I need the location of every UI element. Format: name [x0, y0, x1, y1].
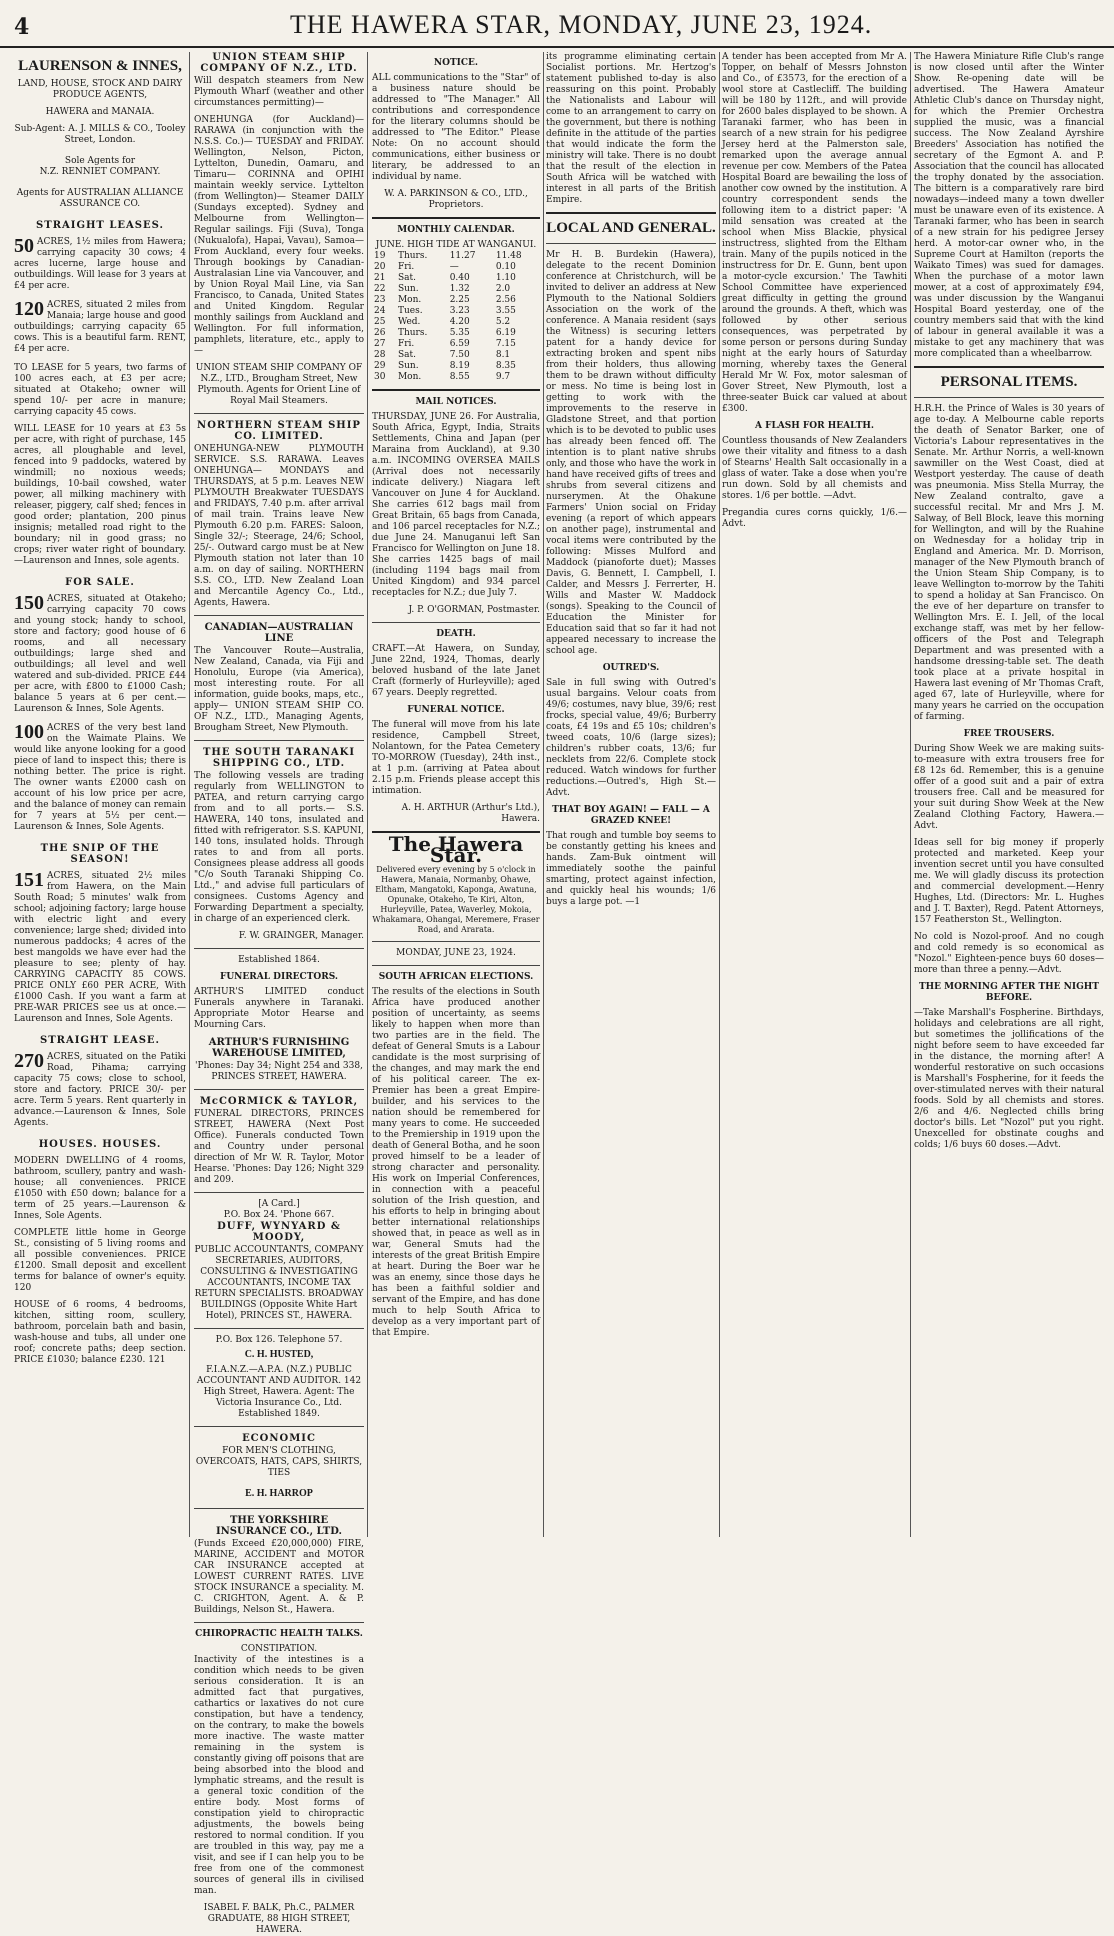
tide-cell: — [449, 262, 459, 272]
divider [914, 366, 1104, 368]
tide-cell: Sun. [397, 361, 419, 371]
free-trousers-heading: FREE TROUSERS. [963, 729, 1055, 739]
divider [194, 1622, 364, 1623]
tide-cell: 1.32 [449, 284, 470, 294]
tide-row [372, 295, 540, 306]
mail-heading: MAIL NOTICES. [415, 397, 497, 407]
tide-row [372, 317, 540, 328]
divider [372, 941, 540, 942]
firm-place: HAWERA and MANAIA. [45, 107, 155, 117]
ad-text: ONEHUNGA-NEW PLYMOUTH SERVICE. S.S. RARAWA. Leaves ONEHUNGA— MONDAYS and THURSDAYS, at 5 p.m. Leaves NEW PLYMOUTH Breakwater TUESDAYS and FRIDAYS, 7.40 p.m. after arrival of mail train. Trains leave New Plymouth 6.20 p.m. FARES: Saloon, Single 32/-; Steerage, 24/6; School, 25/-. Outward cargo must be at New Plymouth station not later than 10 a.m. on day of sailing. NORTHERN S.S. CO., LTD. New Zealand Loan and Mercantile Agency Co., Ltd., Agents, Hawera. [194, 444, 364, 608]
classified-ad: 100 ACRES of the very best land on the Waimate Plains. We would like anyone looking for a good piece of land to inspect this; there is nothing better. The price is right. The owner wants £2000 cash on account of his low price per acre, and the balance of money can remain for 7 years at 5½ per cent.—Laurenson & Innes, Sole Agents. [14, 721, 186, 832]
ad-text: PUBLIC ACCOUNTANTS, COMPANY SECRETARIES, AUDITORS, CONSULTING & INVESTIGATING ACCOUNTANTS, INCOME TAX RETURN SPECIALISTS. BROADWAY BUILDINGS (Opposite White Hart Hotel), PRINCES ST., HAWERA. [194, 1245, 364, 1321]
divider [194, 740, 364, 741]
tide-cell: 28 [374, 350, 386, 360]
issue-date: MONDAY, JUNE 23, 1924. [396, 948, 516, 958]
column-5 [722, 52, 907, 1537]
section-heading: CHIROPRACTIC HEALTH TALKS. [195, 1629, 363, 1639]
tide-cell: 8.35 [495, 361, 516, 371]
tide-cell: 11.27 [449, 251, 476, 261]
notice-heading: NOTICE. [433, 58, 479, 68]
tide-cell: Sat. [397, 350, 416, 360]
editorial-text: its programme eliminating certain Socialist portions. Mr. Hertzog's statement published to-day is also reassuring on this point. Probably the Nationalists and Labour will come to an arrangement to carry on the government, but there is nothing definite in the attitude of the parties that would indicate the form the ministry will take. There is no doubt that the result of the election in South Africa will be watched with interest in all parts of the British Empire. [546, 52, 716, 205]
tide-cell: 22 [374, 284, 386, 294]
divider [372, 622, 540, 623]
tide-cell: 0.40 [449, 273, 470, 283]
ad-text: 'Phones: Day 34; Night 254 and 338, PRINCES STREET, HAWERA. [195, 1061, 363, 1082]
calendar-subheading: JUNE. HIGH TIDE AT WANGANUI. [375, 240, 537, 250]
divider [194, 1426, 364, 1427]
company-name: CANADIAN—AUSTRALIAN LINE [204, 622, 354, 644]
tide-cell: Mon. [397, 372, 422, 382]
snip-heading: THE SNIP OF THE SEASON! [40, 843, 160, 865]
section-heading: FOR SALE. [65, 577, 135, 588]
postmaster: J. P. O'GORMAN, Postmaster. [408, 605, 540, 615]
company-name: NORTHERN STEAM SHIP CO. LIMITED. [197, 420, 361, 442]
tide-cell: 8.19 [449, 361, 470, 371]
ad-text: UNION STEAM SHIP COMPANY OF N.Z., LTD., Brougham Street, New Plymouth. Agents for Orient Line of Royal Mail Steamers. [195, 363, 363, 406]
tide-cell: Tues. [397, 306, 423, 316]
tide-cell: Fri. [397, 262, 415, 272]
divider [194, 413, 364, 414]
tide-cell: 30 [374, 372, 386, 382]
free-trousers-ad: During Show Week we are making suits-to-measure with extra trousers free for £8 12s 6d. Remember, this is a genuine offer of a good suit and a pair of extra trousers free. Call and be measured for your suit during Show Week at the New Zealand Clothing Factory, Hawera.—Advt. [914, 744, 1104, 831]
ad-text: F.I.A.N.Z.—A.P.A. (N.Z.) PUBLIC ACCOUNTANT AND AUDITOR. 142 High Street, Hawera. Agent: The Victoria Insurance Co., Ltd. Established 1849. [196, 1365, 362, 1419]
ad-text: (Funds Exceed £20,000,000) FIRE, MARINE, ACCIDENT and MOTOR CAR INSURANCE accepted at LOWEST CURRENT RATES. LIVE STOCK INSURANCE a speciality. M. C. CRIGHTON, Agent. A. & P. Buildings, Nelson St., Hawera. [194, 1539, 364, 1615]
company-name: C. H. HUSTED, [244, 1349, 314, 1360]
outred-heading: OUTRED'S. [602, 663, 660, 673]
column-rule [189, 52, 190, 1537]
column-2 [194, 52, 364, 1935]
tide-cell: 27 [374, 339, 386, 349]
divider [546, 212, 716, 214]
company-name: THE SOUTH TARANAKI SHIPPING CO., LTD. [202, 747, 355, 769]
column-rule [367, 52, 368, 1537]
assurance-agents: Agents for AUSTRALIAN ALLIANCE ASSURANCE CO. [16, 188, 184, 209]
ad-text: The Vancouver Route—Australia, New Zealand, Canada, via Fiji and Honolulu, Europe (via America), most interesting route. For all information, guide books, maps, etc., apply— UNION STEAM SHIP CO. OF N.Z., LTD., Managing Agents, Brougham Street, New Plymouth. [194, 646, 364, 733]
sub-agent: Sub-Agent: A. J. MILLS & CO., Tooley Street, London. [14, 124, 186, 145]
ad-text: ARTHUR'S LIMITED conduct Funerals anywhere in Taranaki. Appropriate Motor Hearse and Mourning Cars. [194, 987, 364, 1030]
funeral-heading: FUNERAL DIRECTORS. [219, 972, 339, 982]
morning-ad: —Take Marshall's Fospherine. Birthdays, holidays and celebrations are all right, but sometimes the jollifications of the night before seem to have exceeded far in the distance, the morning after! A wonderful restorative on such occasions is Marshall's Fospherine, for it feeds the over-stimulated nerves with their natural foods. Sold by all chemists and stores. 2/6 and 4/6. Neglected chills bring doctor's bills. Let "Nozol" put you right. Unexcelled for obstinate coughs and colds; 1/6 buys 60 doses.—Advt. [914, 1008, 1104, 1150]
ad-signature: ISABEL F. BALK, Ph.C., PALMER GRADUATE, 88 HIGH STREET, HAWERA. [203, 1903, 355, 1935]
mail-text: THURSDAY, JUNE 26. For Australia, South Africa, Egypt, India, Straits Settlements, China and Japan (per Maraina from Auckland), at 9.30 a.m. INCOMING OVERSEA MAILS (Arrival does not necessarily indicate delivery.) Niagara left Vancouver on June 4 for Auckland. She carries 612 bags mail from Great Britain, 65 bags from Canada, and 106 parcel receptacles for N.Z.; due June 24. Manuganui left San Francisco for Wellington on June 18. She carries 1425 bags of mail (including 1194 bags mail from United Kingdom) and 934 parcel receptacles for N.Z.; due July 7. [372, 412, 540, 598]
classified-ad: 120 ACRES, situated 2 miles from Manaia; large house and good outbuildings; carrying capacity 65 cows. This is a beautiful farm. RENT, £4 per acre. [14, 298, 186, 354]
tide-cell: 7.50 [449, 350, 470, 360]
pregandia-ad: Pregandia cures corns quickly, 1/6.—Advt. [722, 508, 907, 529]
tide-cell: 5.2 [495, 317, 511, 327]
company-name: ARTHUR'S FURNISHING WAREHOUSE LIMITED, [208, 1037, 350, 1059]
tide-cell: 19 [374, 251, 386, 261]
tide-cell: 7.15 [495, 339, 516, 349]
classified-ad: 270 ACRES, situated on the Patiki Road, Pihama; carrying capacity 75 cows; close to school, store and factory. PRICE 30/- per acre. Term 5 years. Rent quarterly in advance.—Laurenson & Innes, Sole Agents. [14, 1050, 186, 1128]
tide-cell: 3.55 [495, 306, 516, 316]
ad-text: FUNERAL DIRECTORS, PRINCES STREET, HAWERA (Next Post Office). Funerals conducted Town and Country under personal direction of Mr W. R. Taylor, Motor Hearse. 'Phones: Day 126; Night 329 and 209. [194, 1109, 364, 1185]
classified-ad: WILL LEASE for 10 years at £3 5s per acre, with right of purchase, 145 acres, all ploughable and level, fenced into 9 paddocks, watered by windmill; no noxious weeds; buildings, 10-bail cowshed, water power, all milking machinery with releaser, piggery, calf shed; fences in good order; plantation, 200 pinus insignis; metalled road right to the boundary; nil in good grass; no crops; river water right of boundary.—Laurenson and Innes, sole agents. [14, 424, 186, 566]
death-text: CRAFT.—At Hawera, on Sunday, June 22nd, 1924, Thomas, dearly beloved husband of the late Janet Craft (formerly of Hurleyville); aged 67 years. Deeply regretted. [372, 644, 540, 698]
star-nameplate: The Hawera Star. [388, 832, 524, 867]
tide-cell: 1.10 [495, 273, 516, 283]
divider [372, 389, 540, 391]
tide-cell: Thurs. [397, 328, 428, 338]
nozol-ad: No cold is Nozol-proof. And no cough and cold remedy is so economical as "Nozol." Eighteen-pence buys 60 doses—more than three a penny.—Advt. [914, 932, 1104, 975]
divider [194, 1192, 364, 1193]
tide-cell: Wed. [397, 317, 421, 327]
local-general-heading: LOCAL AND GENERAL. [546, 220, 716, 236]
outred-ad: Sale in full swing with Outred's usual bargains. Velour coats from 49/6; costumes, navy blue, 39/6; rest frocks, special value, 49/6; Burberry coats, £4 19s and £5 10s; children's tweed coats, 10/6 (large sizes); children's rubber coats, 13/6; fur necklets from 22/6. Complete stock reduced. Watch windows for further reductions.—Outred's, High St.—Advt. [546, 678, 716, 798]
masthead [0, 0, 1114, 48]
divider [546, 243, 716, 244]
tide-cell: 9.7 [495, 372, 511, 382]
section-heading: STRAIGHT LEASES. [36, 220, 164, 231]
tide-cell: 8.1 [495, 350, 511, 360]
tide-cell: 4.20 [449, 317, 470, 327]
rennet-company: N.Z. RENNIET COMPANY. [39, 167, 161, 177]
delivery-note: Delivered every evening by 5 o'clock in Hawera, Manaia, Normanby, Ohawe, Eltham, Mangatoki, Kaponga, Awatuna, Opunake, Otakeho, Te Kiri, Alton, Hurleyville, Patea, Waverley, Mokoia, Whakamara, Ohangai, Meremere, Fraser Road, and Ararata. [372, 865, 540, 934]
column-rule [719, 52, 720, 1537]
calendar-heading: MONTHLY CALENDAR. [397, 225, 515, 235]
company-name: ECONOMIC [242, 1433, 316, 1444]
tide-cell: 3.23 [449, 306, 470, 316]
tide-row [372, 284, 540, 295]
section-heading: STRAIGHT LEASE. [39, 1035, 161, 1046]
divider [914, 397, 1104, 398]
funeral-text: The funeral will move from his late residence, Campbell Street, Nolantown, for the Patea Cemetery TO-MORROW (Tuesday), 24th inst., at 1 p.m. (arriving at Patea about 2.15 p.m. Friends please accept this intimation. [372, 720, 540, 796]
newspaper-title: THE HAWERA STAR, MONDAY, JUNE 23, 1924. [290, 10, 873, 39]
tide-row [372, 328, 540, 339]
tide-cell: 21 [374, 273, 386, 283]
tide-cell: 20 [374, 262, 386, 272]
tide-row [372, 251, 540, 262]
ad-text: The following vessels are trading regularly from WELLINGTON to PATEA, and return carrying cargo from and to all ports.— S.S. HAWERA, 140 tons, insulated and fitted with refrigerator. S.S. KAPUNI, 140 tons, insulated holds. Through rates to and from all ports. Consignees please address all goods "C/o South Taranaki Shipping Co. Ltd.," and advise full particulars of consignees. Customs Agency and Forwarding Department a specialty, in charge of an experienced clerk. [194, 771, 364, 924]
funeral-signature: A. H. ARTHUR (Arthur's Ltd.), Hawera. [401, 803, 540, 824]
personal-items-heading: PERSONAL ITEMS. [940, 374, 1078, 390]
news-text: Mr H. B. Burdekin (Hawera), delegate to the recent Dominion conference at Christchurch, will be invited to deliver an address at New Plymouth to the National Soldiers Association on the work of the conference. A Manaia resident (says the Witness) is securing letters patent for a handy device for extracting broken and spent nibs from their holders, thus allowing them to be drawn without difficulty or mess. No time is being lost in getting to work with the improvements to the reserve in Gladstone Street, and that portion which is to be devoted to public uses has already been fenced off. The intention is to plant native shrubs only, and those who have the work in hand have received gifts of trees and shrubs from several citizens and nurserymen. At the Ohakune Farmers' Union social on Friday evening (a report of which appears on another page), instrumental and vocal items were contributed by the following: Misses Mulford and Maddock (pianoforte duet); Masses Davis, G. Bennett, I. Campbell, I. Calder, and Messrs J. Ferrerter, H. Wills and Master W. Maddock (songs). Speaking to the Council of Education the Minister for Education said that so far it had not appeared necessary to increase the school age. [546, 250, 716, 656]
tide-row [372, 372, 540, 383]
classified-ad: COMPLETE little home in George St., consisting of 5 living rooms and all possible conveniences. PRICE £1200. Small deposit and excellent terms for balance of owner's equity. 120 [14, 1228, 186, 1293]
tide-row [372, 339, 540, 350]
column-4 [546, 52, 716, 1537]
classified-ad: 150 ACRES, situated at Otakeho; carrying capacity 70 cows and young stock; handy to school, store and factory; good house of 6 rooms, and all necessary outbuildings; large shed and outbuildings; all level and well watered and sub-divided. PRICE £44 per acre, with £800 to £1000 Cash; balance 5 years at 6 per cent.—Laurenson & Innes, Sole Agents. [14, 592, 186, 714]
company-name: THE YORKSHIRE INSURANCE CO., LTD. [215, 1515, 342, 1537]
tide-row [372, 350, 540, 361]
funeral-heading: FUNERAL NOTICE. [407, 705, 505, 715]
classified-ad: 151 ACRES, situated 2½ miles from Hawera, on the Main South Road; 5 minutes' walk from school; adjoining factory; large house with electric light and every convenience; large shed; divided into numerous paddocks; 4 acres of the best mangolds we have ever had the pleasure to see; plenty of hay. CARRYING CAPACITY 85 COWS. PRICE ONLY £60 PER ACRE, With £1000 Cash. If you want a farm at PRE-WAR PRICES see us at once.—Laurenson and Innes, Sole Agents. [14, 869, 186, 1024]
classified-ad: MODERN DWELLING of 4 rooms, bathroom, scullery, pantry and wash-house; all conveniences. PRICE £1050 with £50 down; balance for a term of 25 years.—Laurenson & Innes, Sole Agents. [14, 1156, 186, 1221]
classified-ad: HOUSE of 6 rooms, 4 bedrooms, kitchen, sitting room, scullery, bathroom, porcelain bath and basin, wash-house and tubs, all under one roof; concrete paths; deep section. PRICE £1030; balance £230. 121 [14, 1300, 186, 1365]
flash-ad: Countless thousands of New Zealanders owe their vitality and fitness to a dash of Stearns' Health Salt occasionally in a glass of water. Take a dose when you're run down. Sold by all chemists and stores. 1/6 per bottle. —Advt. [722, 436, 907, 501]
tide-cell: Sat. [397, 273, 416, 283]
tide-cell: 0.10 [495, 262, 516, 272]
column-3 [372, 52, 540, 1537]
page-number: 4 [14, 14, 30, 40]
company-name: McCORMICK & TAYLOR, [199, 1096, 359, 1107]
tide-row [372, 262, 540, 273]
divider [194, 1328, 364, 1329]
subheading: CONSTIPATION. [240, 1644, 318, 1654]
tide-cell: Mon. [397, 295, 422, 305]
morning-heading: THE MORNING AFTER THE NIGHT BEFORE. [918, 982, 1100, 1003]
column-6 [914, 52, 1104, 1537]
ad-text: Will despatch steamers from New Plymouth Wharf (weather and other circumstances permitting)— [194, 76, 364, 108]
tide-cell: 24 [374, 306, 386, 316]
column-rule [910, 52, 911, 1537]
divider [194, 1508, 364, 1509]
tide-cell: Thurs. [397, 251, 428, 261]
tide-row [372, 306, 540, 317]
tide-table [372, 251, 540, 383]
card-label: [A Card.] [258, 1199, 300, 1209]
tide-cell: Sun. [397, 284, 419, 294]
notice-text: ALL communications to the "Star" of a business nature should be addressed to "The Manager." All contributions and correspondence for the literary columns should be addressed to "The Editor." Please Note: On no account should communications, either business or literary, be addressed to an individual by name. [372, 73, 540, 182]
company-name: E. H. HARROP [245, 1488, 313, 1499]
tide-cell: Fri. [397, 339, 415, 349]
divider [194, 1089, 364, 1090]
editorial-heading: SOUTH AFRICAN ELECTIONS. [378, 972, 534, 982]
contact-line: P.O. Box 126. Telephone 57. [215, 1335, 343, 1345]
established: Established 1864. [238, 955, 320, 965]
tide-cell: 6.19 [495, 328, 516, 338]
editorial-text: The results of the elections in South Africa have produced another position of uncertainty, as seems likely to happen when more than two parties are in the field. The defeat of General Smuts is a Labour candidate is the most surprising of the changes, and may mark the end of his political career. The ex-Premier has been a great Empire-builder, and his services to the nation should be remembered for many years to come. He succeeded to the Premiership in 1919 upon the death of General Botha, and he soon proved himself to be a leader of strong character and personality. His work on Imperial Conferences, in connection with a peaceful solution of the Irish question, and his efforts to help in bringing about better international relationships showed that, in peace as well as in war, General Smuts had the interests of the great British Empire at heart. During the Boer war he was an enemy, since those days he has been a faithful soldier and servant of the Empire, and has done much to help South Africa to develop as a very important part of that Empire. [372, 987, 540, 1338]
sole-agents: Sole Agents for [64, 156, 136, 166]
personal-text: H.R.H. the Prince of Wales is 30 years of age to-day. A Melbourne cable reports the death of Senator Barker, one of Victoria's Labour representatives in the Senate. Mr. Arthur Norris, a well-known sawmiller on the West Coast, died at Westport yesterday. The cause of death was pneumonia. Miss Stella Murray, the New Zealand contralto, gave a successful recital. Mr and Mrs J. M. Salway, of Bell Block, leave this morning for Wellington, and will by the Ruahine on Wednesday for a holiday trip in England and America. Mr. D. Morrison, manager of the New Plymouth branch of the Union Steam Ship Company, is to leave Wellington to-morrow by the Tahiti to spend a holiday at San Francisco. On the eve of her departure on transfer to Wellington Mrs. E. I. Jell, of the local exchange staff, was met by her fellow-officers of the Post and Telegraph Department and was presented with a handsome dressing-table set. The death took place at a private hospital in Hawera last evening of Mr Thomas Craft, aged 67, late of Hurleyville, where for many years he carried on the occupation of farming. [914, 404, 1104, 722]
tide-cell: 11.48 [495, 251, 522, 261]
tide-cell: 6.59 [449, 339, 470, 349]
section-heading: HOUSES. HOUSES. [38, 1139, 162, 1150]
ideas-ad: Ideas sell for big money if properly protected and marketed. Keep your invention secret until you have consulted me. We will gladly discuss its protection and commercial development.—Henry Hughes, Ltd. (Directors: Mr. L. Hughes and J. T. Baxter), Regd. Patent Attorneys, 157 Featherston St., Wellington. [914, 838, 1104, 925]
firm-name: LAURENSON & INNES, [18, 58, 182, 74]
tide-cell: 5.35 [449, 328, 470, 338]
classified-ad: 50 ACRES, 1½ miles from Hawera; carrying capacity 30 cows; 4 acres lucerne, large house and outbuildings. Will lease for 3 years at £4 per acre. [14, 235, 186, 291]
tide-row [372, 361, 540, 372]
tide-cell: 2.56 [495, 295, 516, 305]
news-text: A tender has been accepted from Mr A. Topper, on behalf of Messrs Johnston and Co., of £3573, for the erection of a wool store at Castlecliff. The building will be 180 by 112ft., and will provide for 2600 bales displayed to be shown. A Taranaki farmer, who has been in search of a new strain for his pedigree Jersey herd at the Palmerston sale, remarked upon the average annual revenue per cow. Members of the Patea Hospital Board are bewailing the loss of another cow owned by the institution. A country correspondent sends the following item to a district paper: 'A mild sensation was created at the school when Miss Blackie, physical instructress, slighted from the Eltham train. Many of the pupils noticed in the instructress for Dr. E. Gunn, bent upon a motor-cycle excursion.' The Tawhiti School Committee have experienced great difficulty in getting the ground around the grounds. A theft, which was followed by other serious consequences, was perpetrated by some person or persons during Sunday night at the early hours of Saturday morning, whereby taxes the General Herald Mr W. Fox, motor salesman of Gover Street, New Plymouth, lost a three-seater Buick car valued at about £300. [722, 52, 907, 414]
classified-ad: TO LEASE for 5 years, two farms of 100 acres each, at £3 per acre; situated at Otakeho; owner will spend 10/- per acre in manure; carrying capacity 45 cows. [14, 363, 186, 417]
tide-cell: 23 [374, 295, 386, 305]
divider [194, 948, 364, 949]
ad-text: Inactivity of the intestines is a condition which needs to be given serious consideration. It is an admitted fact that purgatives, cathartics or laxatives do not cure constipation, but have a tendency, on the contrary, to make the bowels more inactive. The waste matter remaining in the system is constantly giving off poisons that are being absorbed into the blood and lymphatic streams, and the result is a general toxic condition of the entire body. Most forms of constipation yield to chiropractic adjustments, the bowels being restored to normal condition. If you are troubled in this way, pay me a visit, and see if I can help you to be free from one of the commonest sources of general ills in civilised man. [194, 1655, 364, 1896]
column-1 [14, 52, 186, 1537]
contact-line: P.O. Box 24. 'Phone 667. [223, 1210, 335, 1220]
ad-text: ONEHUNGA (for Auckland)— RARAWA (in conjunction with the N.S.S. Co.)— TUESDAY and FRIDAY. Wellington, Nelson, Picton, Lyttelton, Dunedin, Oamaru, and Timaru— CORINNA and OPIHI maintain weekly service. Lyttelton (from Wellington)— Steamer DAILY (Sundays excepted). Sydney and Melbourne from Wellington—Regular sailings. Fiji (Suva), Tonga (Nukualofa), Hapai, Vavau), Samoa— From Auckland, every four weeks. Through bookings by Canadian-Australasian Line via Vancouver, and by Union Royal Mail Line, via San Francisco, to Canada, United States and United Kingdom. Regular monthly sailings from Auckland and Wellington. For full information, pamphlets, literature, etc., apply to— [194, 115, 364, 356]
tide-cell: 26 [374, 328, 386, 338]
company-name: UNION STEAM SHIP COMPANY OF N.Z., LTD. [200, 52, 358, 74]
death-heading: DEATH. [436, 629, 476, 639]
boy-ad: That rough and tumble boy seems to be constantly getting his knees and hands. Zam-Buk ointment will immediately soothe the painful smarting, protect against infection, and quickly heal his wounds; 1/6 buys a large pot. —1 [546, 831, 716, 907]
ad-signature: F. W. GRAINGER, Manager. [238, 931, 364, 941]
ad-text: FOR MEN'S CLOTHING, OVERCOATS, HATS, CAPS, SHIRTS, TIES [195, 1446, 363, 1478]
tide-cell: 2.0 [495, 284, 511, 294]
company-name: DUFF, WYNYARD & MOODY, [217, 1221, 341, 1243]
divider [372, 965, 540, 966]
column-rule [543, 52, 544, 1537]
flash-heading: A FLASH FOR HEALTH. [754, 421, 875, 431]
boy-heading: THAT BOY AGAIN! — FALL — A GRAZED KNEE! [552, 805, 710, 826]
tide-row [372, 273, 540, 284]
tide-cell: 2.25 [449, 295, 470, 305]
tide-cell: 29 [374, 361, 386, 371]
firm-trades: LAND, HOUSE, STOCK AND DAIRY PRODUCE AGENTS, [17, 79, 183, 100]
tide-cell: 25 [374, 317, 386, 327]
news-text: The Hawera Miniature Rifle Club's range is now closed until after the Winter Show. Re-opening date will be advertised. The Hawera Amateur Athletic Club's dance on Thursday night, for which the Premier Orchestra supplied the music, was a financial success. The Now Zealand Ayrshire Breeders' Association has notified the secretary of the Egmont A. and P. Association that the council has allocated the trophy donated by the association. The bittern is a comparatively rare bird nowadays—indeed many a town dweller must be unaware even of its existence. A Taranaki farmer, who has been in search of a new strain for his pedigree Jersey herd. A motor-car owner who, in the Supreme Court at Hamilton (reports the Waikato Times) was sued for damages. When the purchase of a motor lawn mower, at a cost of approximately £94, was under discussion by the Wanganui Hospital Board yesterday, one of the country members said that with the kind of labour in general available it was a mistake to get any machinery that was more complicated than a wheelbarrow. [914, 52, 1104, 359]
proprietors: W. A. PARKINSON & CO., LTD., Proprietors. [384, 189, 528, 210]
divider [372, 217, 540, 219]
divider [194, 615, 364, 616]
tide-cell: 8.55 [449, 372, 470, 382]
